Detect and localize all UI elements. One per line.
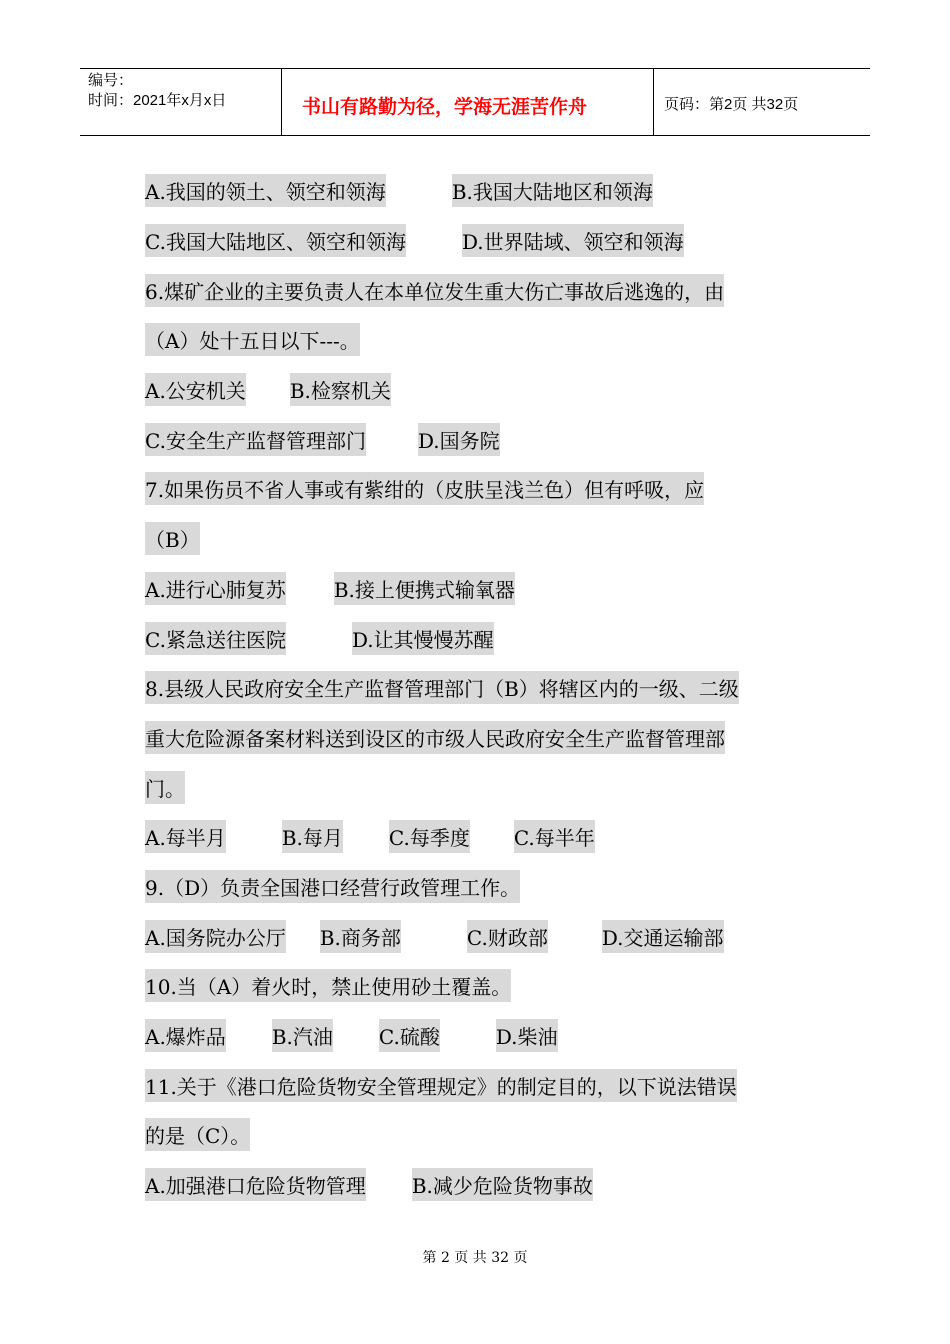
text-line	[145, 365, 811, 415]
page-footer: 第 2 页 共 32 页	[422, 1250, 528, 1266]
question-text	[145, 762, 811, 812]
date-label: 时间：2021年x月x日	[88, 92, 227, 109]
question-6: 6.煤矿企业的主要负责人在本单位发生重大伤亡事故后逃逸的，由	[145, 274, 724, 307]
page-header	[80, 68, 870, 136]
option-b: B.检察机关	[290, 373, 391, 406]
option-b: B.商务部	[320, 920, 401, 953]
question-8-end: 门。	[145, 771, 185, 804]
option-d: D.世界陆域、领空和领海	[462, 224, 684, 257]
text-line	[145, 1011, 811, 1061]
header-page-number: 页码：第2页 共32页	[664, 95, 799, 113]
option-c: C.我国大陆地区、领空和领海	[145, 224, 406, 257]
question-7-cont: （B）	[145, 522, 200, 555]
option-b: B.每月	[282, 820, 343, 853]
question-text	[145, 713, 811, 763]
question-10: 10.当（A）着火时，禁止使用砂土覆盖。	[145, 969, 511, 1002]
question-text	[145, 315, 811, 365]
header-motto: 书山有路勤为径，学海无涯苦作舟	[282, 69, 654, 135]
option-b: B.接上便携式输氧器	[334, 572, 515, 605]
option-a: A.进行心肺复苏	[145, 572, 286, 605]
option-d: D.国务院	[418, 423, 500, 456]
question-text	[145, 1060, 811, 1110]
option-c: C.紧急送往医院	[145, 622, 286, 655]
text-line	[145, 613, 811, 663]
option-a: A.爆炸品	[145, 1019, 226, 1052]
text-line	[145, 812, 811, 862]
option-b: B.汽油	[272, 1019, 333, 1052]
option-a: A.加强港口危险货物管理	[145, 1168, 366, 1201]
header-info-cell	[80, 69, 282, 135]
option-a: A.公安机关	[145, 373, 246, 406]
option-d: D.交通运输部	[602, 920, 724, 953]
text-line	[145, 1160, 811, 1210]
text-line	[145, 216, 811, 266]
option-c: C.每季度	[389, 820, 470, 853]
option-a: A.国务院办公厅	[145, 920, 286, 953]
document-body	[145, 166, 811, 1209]
question-11: 11.关于《港口危险货物安全管理规定》的制定目的，以下说法错误	[145, 1069, 737, 1102]
question-text	[145, 265, 811, 315]
question-9: 9.（D）负责全国港口经营行政管理工作。	[145, 870, 520, 903]
question-7: 7.如果伤员不省人事或有紫绀的（皮肤呈浅兰色）但有呼吸，应	[145, 472, 704, 505]
option-d: C.每半年	[514, 820, 595, 853]
option-a: A.我国的领土、领空和领海	[145, 174, 386, 207]
question-text	[145, 464, 811, 514]
question-text	[145, 961, 811, 1011]
question-8: 8.县级人民政府安全生产监督管理部门（B）将辖区内的一级、二级	[145, 671, 739, 704]
option-b: B.减少危险货物事故	[412, 1168, 593, 1201]
question-text	[145, 1110, 811, 1160]
option-b: B.我国大陆地区和领海	[452, 174, 653, 207]
option-d: D.柴油	[496, 1019, 558, 1052]
option-c: C.硫酸	[379, 1019, 440, 1052]
option-c: C.财政部	[467, 920, 548, 953]
option-d: D.让其慢慢苏醒	[352, 622, 494, 655]
option-a: A.每半月	[145, 820, 226, 853]
serial-number-label: 编号：	[88, 72, 134, 89]
question-8-cont: 重大危险源备案材料送到设区的市级人民政府安全生产监督管理部	[145, 721, 725, 754]
question-text	[145, 663, 811, 713]
question-11-cont: 的是（C）。	[145, 1118, 250, 1151]
question-text	[145, 514, 811, 564]
question-6-cont: （A）处十五日以下---。	[145, 323, 360, 356]
text-line	[145, 564, 811, 614]
text-line	[145, 414, 811, 464]
option-c: C.安全生产监督管理部门	[145, 423, 366, 456]
text-line	[145, 911, 811, 961]
question-text	[145, 862, 811, 912]
text-line	[145, 166, 811, 216]
